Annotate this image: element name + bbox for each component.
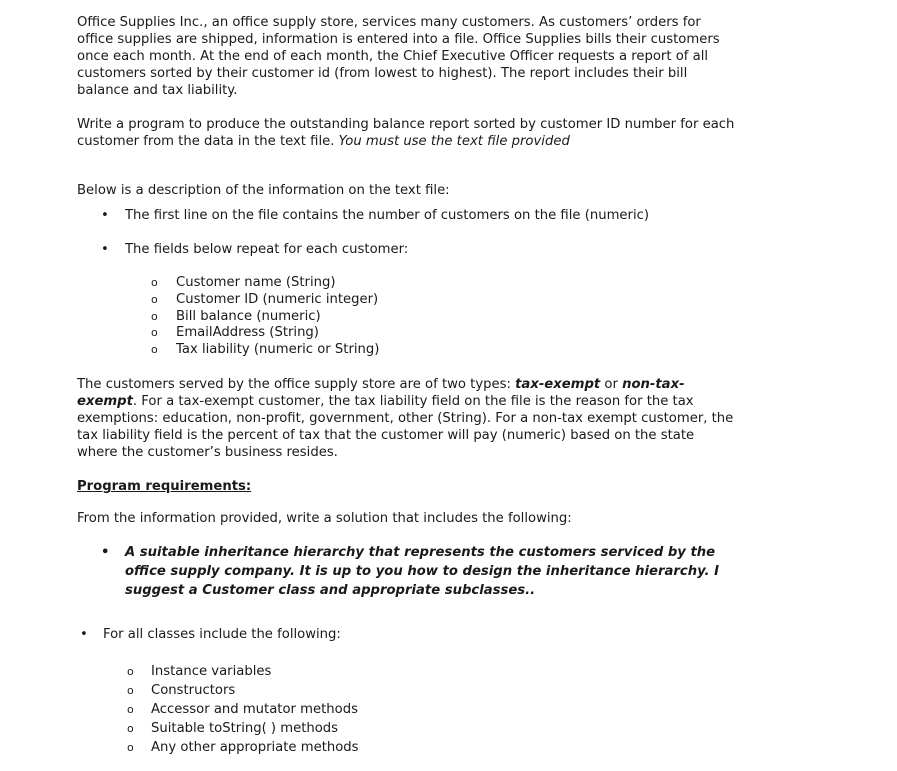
all-classes-item <box>0 626 743 643</box>
list-item: o Accessor and mutator methods <box>0 700 660 719</box>
file-description-list <box>77 207 737 258</box>
bullet-icon: • <box>101 544 110 560</box>
all-classes-text: For all classes include the following: <box>103 626 341 642</box>
hierarchy-text: A suitable inheritance hierarchy that represents the customers serviced by the office supply company. It is up to you how to design the inheritance hierarchy. I suggest a Customer class and appropriate subclasses.. <box>125 544 719 598</box>
customer-types-paragraph <box>77 376 737 461</box>
task-text: Write a program to produce the outstanding balance report sorted by customer ID number for each customer from the data in the text file. <box>77 117 735 149</box>
file-description-heading: Below is a description of the information on the text file: <box>77 183 450 198</box>
bullet-icon: • <box>80 626 88 642</box>
intro-paragraph: Office Supplies Inc., an office supply store, services many customers. As customers’ orders for office supplies are shipped, information is entered into a file. Office Supplies bills their customers once each month. At the end of each month, the Chief Executive Officer requests a report of all customers sorted by their customer id (from lowest to highest). The report includes their bill balance and tax liability. <box>77 15 720 98</box>
task-emphasis: You must use the text file provided <box>338 134 570 149</box>
list-item: o Constructors <box>0 681 660 700</box>
list-item: o Customer name (String) <box>77 275 737 292</box>
type-non-tax-exempt: non-tax-exempt <box>77 376 685 409</box>
list-item: o Tax liability (numeric or String) <box>77 342 737 359</box>
list-item: o Instance variables <box>0 662 660 681</box>
list-item: • The first line on the file contains the number of customers on the file (numeric) <box>77 207 737 224</box>
list-item: o Any other appropriate methods <box>0 738 660 757</box>
customer-fields-list <box>77 275 737 359</box>
type-tax-exempt: tax-exempt <box>515 376 601 392</box>
requirements-heading: Program requirements: <box>77 478 252 494</box>
class-items-list <box>0 662 660 757</box>
list-item: • The fields below repeat for each customer: <box>77 241 737 258</box>
task-paragraph <box>77 116 737 150</box>
types-text-1: The customers served by the office supply store are of two types: <box>77 376 516 392</box>
list-item: o Bill balance (numeric) <box>77 309 737 326</box>
types-or: or <box>600 376 623 392</box>
document-body <box>77 14 737 757</box>
hierarchy-requirement <box>77 543 737 600</box>
list-item: o Suitable toString( ) methods <box>0 719 660 738</box>
list-item: o Customer ID (numeric integer) <box>77 292 737 309</box>
types-text-2: . For a tax-exempt customer, the tax liability field on the file is the reason for the tax exemptions: education, non-profit, government, other (String). For a non-tax exempt customer, the tax liability field is the percent of tax that the customer will pay (numeric) based on the state where the customer’s business resides. <box>77 393 734 460</box>
list-item: o EmailAddress (String) <box>77 325 737 342</box>
requirements-intro: From the information provided, write a solution that includes the following: <box>77 510 572 526</box>
